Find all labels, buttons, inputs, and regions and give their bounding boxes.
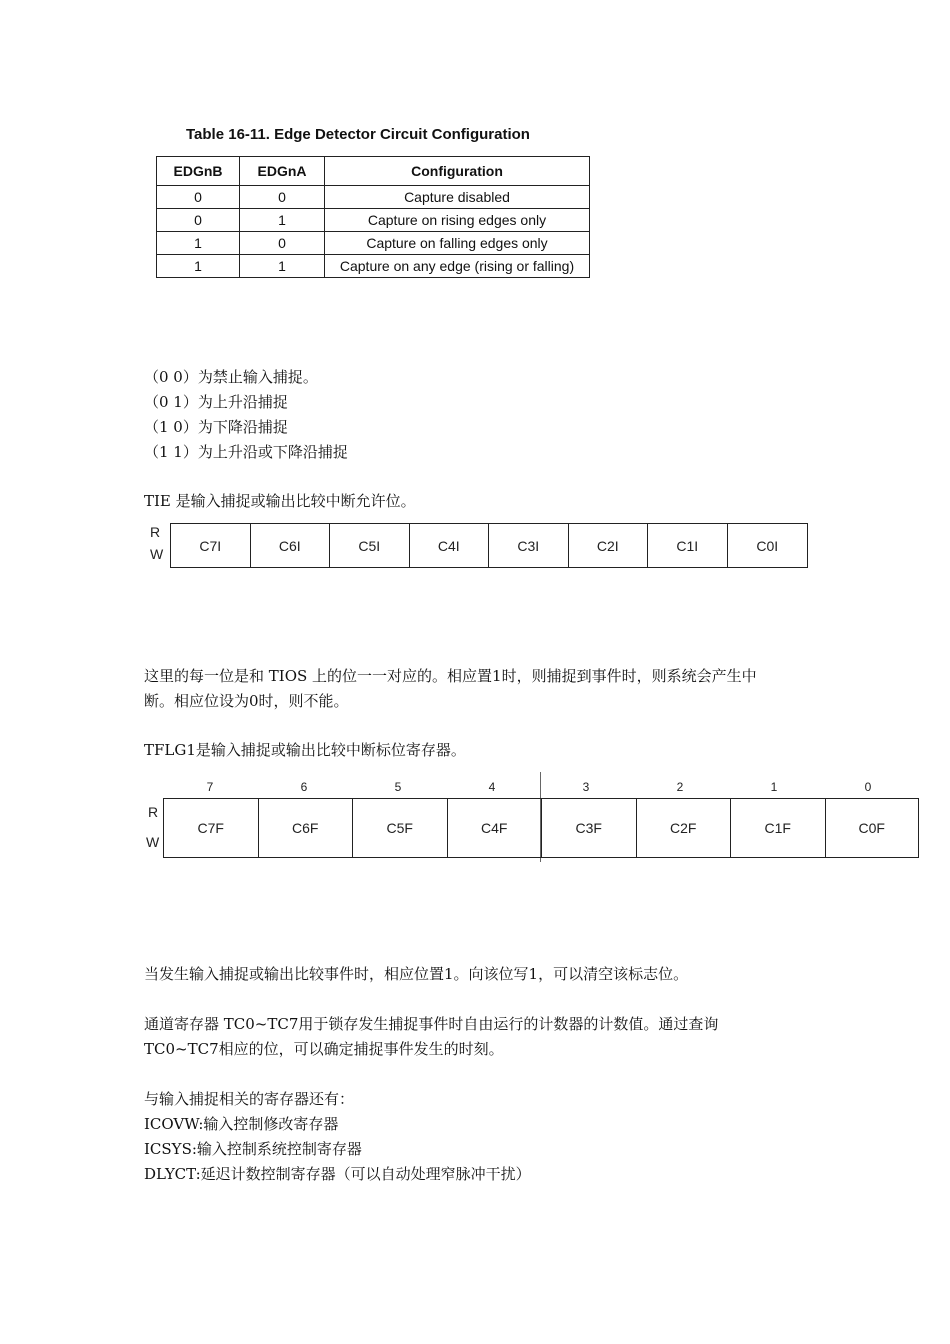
related-title: 与输入捕捉相关的寄存器还有： — [144, 1090, 355, 1108]
table-row — [157, 186, 590, 209]
tflg1-register — [163, 798, 919, 858]
tie-explanation — [144, 664, 757, 714]
register-bit: C5I — [330, 524, 410, 567]
table-cell: Capture on any edge (rising or falling) — [325, 255, 590, 278]
list-item: ICOVW:输入控制修改寄存器 — [144, 1115, 339, 1133]
column-header: Configuration — [325, 157, 590, 186]
register-bit: C1I — [648, 524, 728, 567]
table-cell: 0 — [157, 186, 240, 209]
mode-item: （1 0）为下降沿捕捉 — [144, 418, 288, 436]
paragraph-line: 通道寄存器 TC0~TC7用于锁存发生捕捉事件时自由运行的计数器的计数值。通过查询 — [144, 1015, 719, 1033]
table-cell: 0 — [157, 209, 240, 232]
table-cell: 1 — [240, 209, 325, 232]
list-item: ICSYS:输入控制系统控制寄存器 — [144, 1140, 362, 1158]
mode-item: （0 0）为禁止输入捕捉。 — [144, 368, 318, 386]
mode-list — [144, 365, 348, 465]
register-bit: C6F — [259, 799, 354, 857]
tflg1-w-label: W — [146, 834, 160, 850]
table-row — [157, 232, 590, 255]
register-bit: C3F — [542, 799, 637, 857]
tie-r-label: R — [150, 524, 161, 540]
mode-item: （1 1）为上升沿或下降沿捕捉 — [144, 443, 348, 461]
column-header: EDGnB — [157, 157, 240, 186]
register-bit: C0I — [756, 537, 779, 554]
table-cell: Capture disabled — [325, 186, 590, 209]
register-bit: C7I — [171, 524, 251, 567]
bit-number: 2 — [676, 780, 684, 794]
bit-number: 3 — [582, 780, 590, 794]
bit-number: 5 — [394, 780, 402, 794]
table-header-row — [157, 157, 590, 186]
register-bit: C7F — [164, 799, 259, 857]
table-cell: 0 — [240, 232, 325, 255]
tflg1-bit-numbers — [163, 780, 915, 794]
bit-number: 4 — [488, 780, 496, 794]
channel-paragraph — [144, 1012, 718, 1062]
table-cell: Capture on falling edges only — [325, 232, 590, 255]
tie-description: TIE 是输入捕捉或输出比较中断允许位。 — [144, 492, 416, 510]
table-cell: 1 — [157, 232, 240, 255]
paragraph-line: 断。相应位设为0时，则不能。 — [144, 692, 349, 710]
edge-detector-table — [156, 156, 590, 278]
register-bit: C2F — [637, 799, 732, 857]
register-bit: C1F — [731, 799, 826, 857]
table-row — [157, 209, 590, 232]
tflg1-description: TFLG1是输入捕捉或输出比较中断标位寄存器。 — [144, 741, 466, 759]
bit-number: 6 — [300, 780, 308, 794]
register-bit: C4I — [410, 524, 490, 567]
column-header: EDGnA — [240, 157, 325, 186]
table-cell: 0 — [240, 186, 325, 209]
table-cell: 1 — [240, 255, 325, 278]
mode-item: （0 1）为上升沿捕捉 — [144, 393, 288, 411]
bit-number: 7 — [206, 780, 214, 794]
register-bit: C0F — [858, 820, 885, 836]
list-item: DLYCT:延迟计数控制寄存器（可以自动处理窄脉冲干扰） — [144, 1165, 531, 1183]
related-registers — [144, 1087, 531, 1187]
register-bit: C6I — [251, 524, 331, 567]
register-bit: C5F — [353, 799, 448, 857]
register-bit: C3I — [489, 524, 569, 567]
tflg1-explanation: 当发生输入捕捉或输出比较事件时，相应位置1。向该位写1，可以清空该标志位。 — [144, 965, 689, 983]
table-row — [157, 255, 590, 278]
register-bit: C4F — [448, 799, 543, 857]
paragraph-line: 这里的每一位是和 TIOS 上的位一一对应的。相应置1时，则捕捉到事件时，则系统会产生中 — [144, 667, 757, 685]
tflg1-r-label: R — [148, 804, 159, 820]
tie-register — [170, 523, 808, 568]
table-caption: Table 16-11. Edge Detector Circuit Configuration — [186, 126, 530, 143]
tie-w-label: W — [150, 546, 164, 562]
table-cell: 1 — [157, 255, 240, 278]
register-bit: C2I — [569, 524, 649, 567]
paragraph-line: TC0~TC7相应的位，可以确定捕捉事件发生的时刻。 — [144, 1040, 504, 1058]
bit-number: 1 — [770, 780, 778, 794]
table-cell: Capture on rising edges only — [325, 209, 590, 232]
bit-number: 0 — [864, 780, 872, 794]
